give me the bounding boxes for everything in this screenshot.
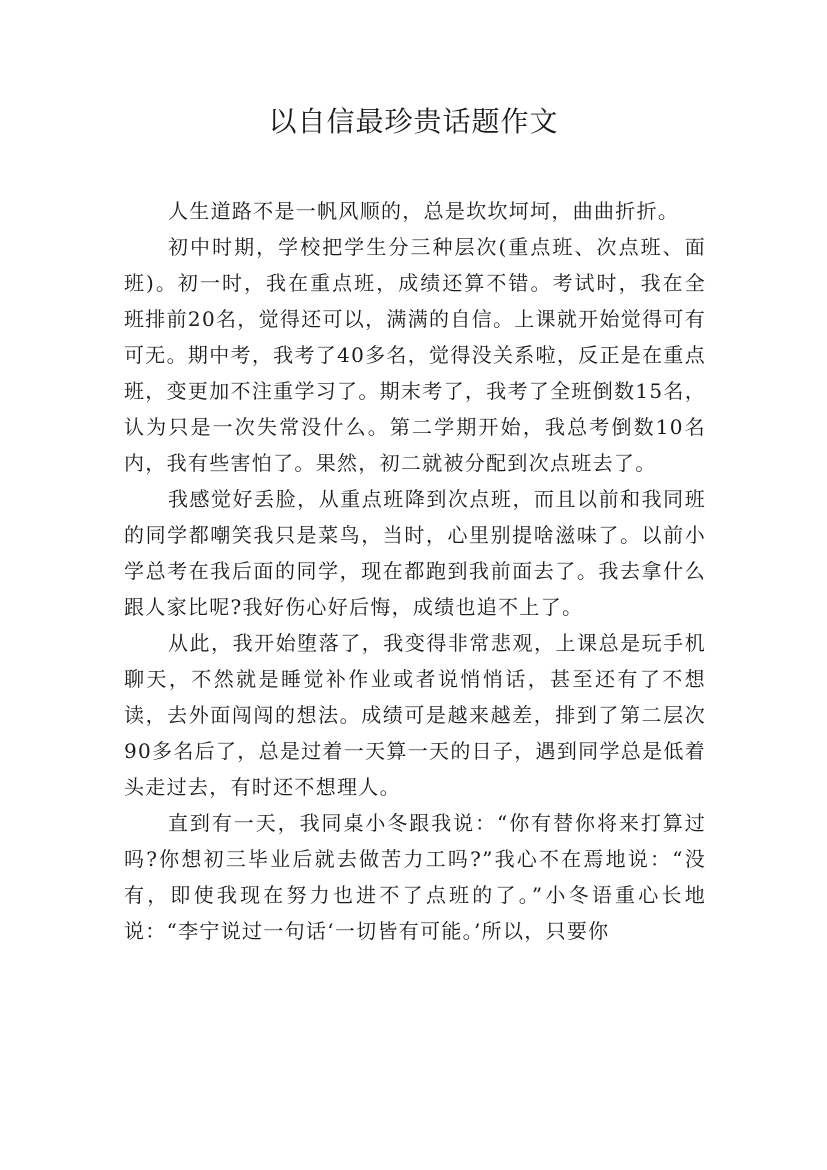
paragraph: 我感觉好丢脸，从重点班降到次点班，而且以前和我同班的同学都嘲笑我只是菜鸟，当时，心里别提啥滋味了。以前小学总考在我后面的同学，现在都跑到我前面去了。我去拿什么跟人家比呢?我好伤心好后悔，成绩也追不上了。 [124,487,706,619]
paragraph: 从此，我开始堕落了，我变得非常悲观，上课总是玩手机聊天，不然就是睡觉补作业或者说悄悄话，甚至还有了不想读，去外面闯闯的想法。成绩可是越来越差，排到了第二层次90多名后了，总是过着一天算一天的日子，遇到同学总是低着头走过去，有时还不想理人。 [124,631,706,799]
paragraph: 初中时期，学校把学生分三种层次(重点班、次点班、面班)。初一时，我在重点班，成绩还算不错。考试时，我在全班排前20名，觉得还可以，满满的自信。上课就开始觉得可有可无。期中考，我考了40多名，觉得没关系啦，反正是在重点班，变更加不注重学习了。期末考了，我考了全班倒数15名，认为只是一次失常没什么。第二学期开始，我总考倒数10名内，我有些害怕了。果然，初二就被分配到次点班去了。 [124,235,706,475]
paragraph: 人生道路不是一帆风顺的，总是坎坎坷坷，曲曲折折。 [168,199,680,223]
document-title: 以自信最珍贵话题作文 [268,105,559,138]
paragraph: 直到有一天，我同桌小冬跟我说：“你有替你将来打算过吗?你想初三毕业后就去做苦力工吗?”我心不在焉地说：“没有，即使我现在努力也进不了点班的了。”小冬语重心长地说：“李宁说过一句话‘一切皆有可能。’所以，只要你 [124,811,706,943]
document-body [124,193,706,949]
